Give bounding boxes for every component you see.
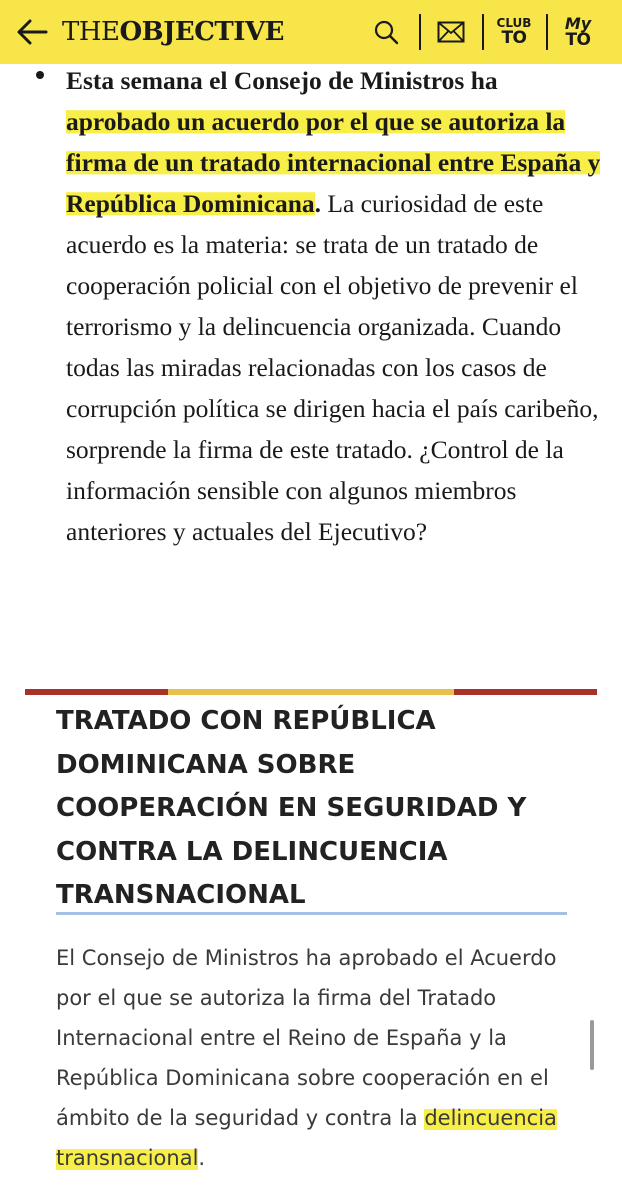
article-bullet-text <box>66 60 606 552</box>
header-separator <box>482 14 484 50</box>
scrollbar[interactable] <box>590 1020 594 1070</box>
header-separator <box>419 14 421 50</box>
club-to-button[interactable] <box>494 14 534 50</box>
embed-body <box>56 938 576 1178</box>
embed-title-underline <box>56 912 567 915</box>
embed-body-end: . <box>198 1146 206 1170</box>
site-logo[interactable] <box>62 17 284 47</box>
logo-bold: OBJECTIVE <box>119 17 284 47</box>
my-label: My <box>564 14 592 34</box>
bullet-rest: La curiosidad de este acuerdo es la materia: se trata de un tratado de cooperación policial con el objetivo de prevenir el terrorismo y la delincuencia organizada. Cuando todas las miradas relacionadas con los casos de corrupción política se dirigen hacia el país caribeño, sorprende la firma de este tratado. ¿Control de la información sensible con algunos miembros anteriores y actuales del Ejecutivo? <box>66 189 599 546</box>
header-separator <box>546 14 548 50</box>
search-button[interactable] <box>368 14 404 50</box>
club-label: CLUB <box>496 16 532 31</box>
embed-body-start: El Consejo de Ministros ha aprobado el Acuerdo por el que se autoriza la firma del Tratado Internacional entre el Reino de España y la República Dominicana sobre cooperación en el ámbito de la seguridad y contra la <box>56 946 557 1130</box>
club-to-label: TO <box>501 27 527 48</box>
embed-title: TRATADO CON REPÚBLICA DOMINICANA SOBRE COOPERACIÓN EN SEGURIDAD Y CONTRA LA DELINCUENCIA TRANSNACIONAL <box>56 706 527 910</box>
search-icon <box>373 19 399 45</box>
embed-body-highlight: delincuencia transnacional <box>56 1106 557 1170</box>
bullet-dot <box>36 71 44 79</box>
divider-segment-red <box>25 689 168 695</box>
my-to-button[interactable] <box>556 14 600 50</box>
logo-light: THE <box>62 17 120 47</box>
divider-segment-red <box>454 689 597 695</box>
embed-divider <box>25 689 597 695</box>
newsletter-button[interactable] <box>434 14 468 50</box>
mail-icon <box>437 21 465 43</box>
arrow-left-icon <box>16 18 48 46</box>
divider-segment-yellow <box>168 689 454 695</box>
bullet-bold-lead: Esta semana el Consejo de Ministros ha <box>66 66 498 95</box>
top-bar <box>0 0 622 64</box>
back-button[interactable] <box>14 16 50 48</box>
my-to-label: TO <box>565 29 591 50</box>
bullet-bold-highlight: aprobado un acuerdo por el que se autoriza la firma de un tratado internacional entre España y República Dominicana <box>66 107 601 218</box>
bullet-bold-end: . <box>314 189 322 218</box>
